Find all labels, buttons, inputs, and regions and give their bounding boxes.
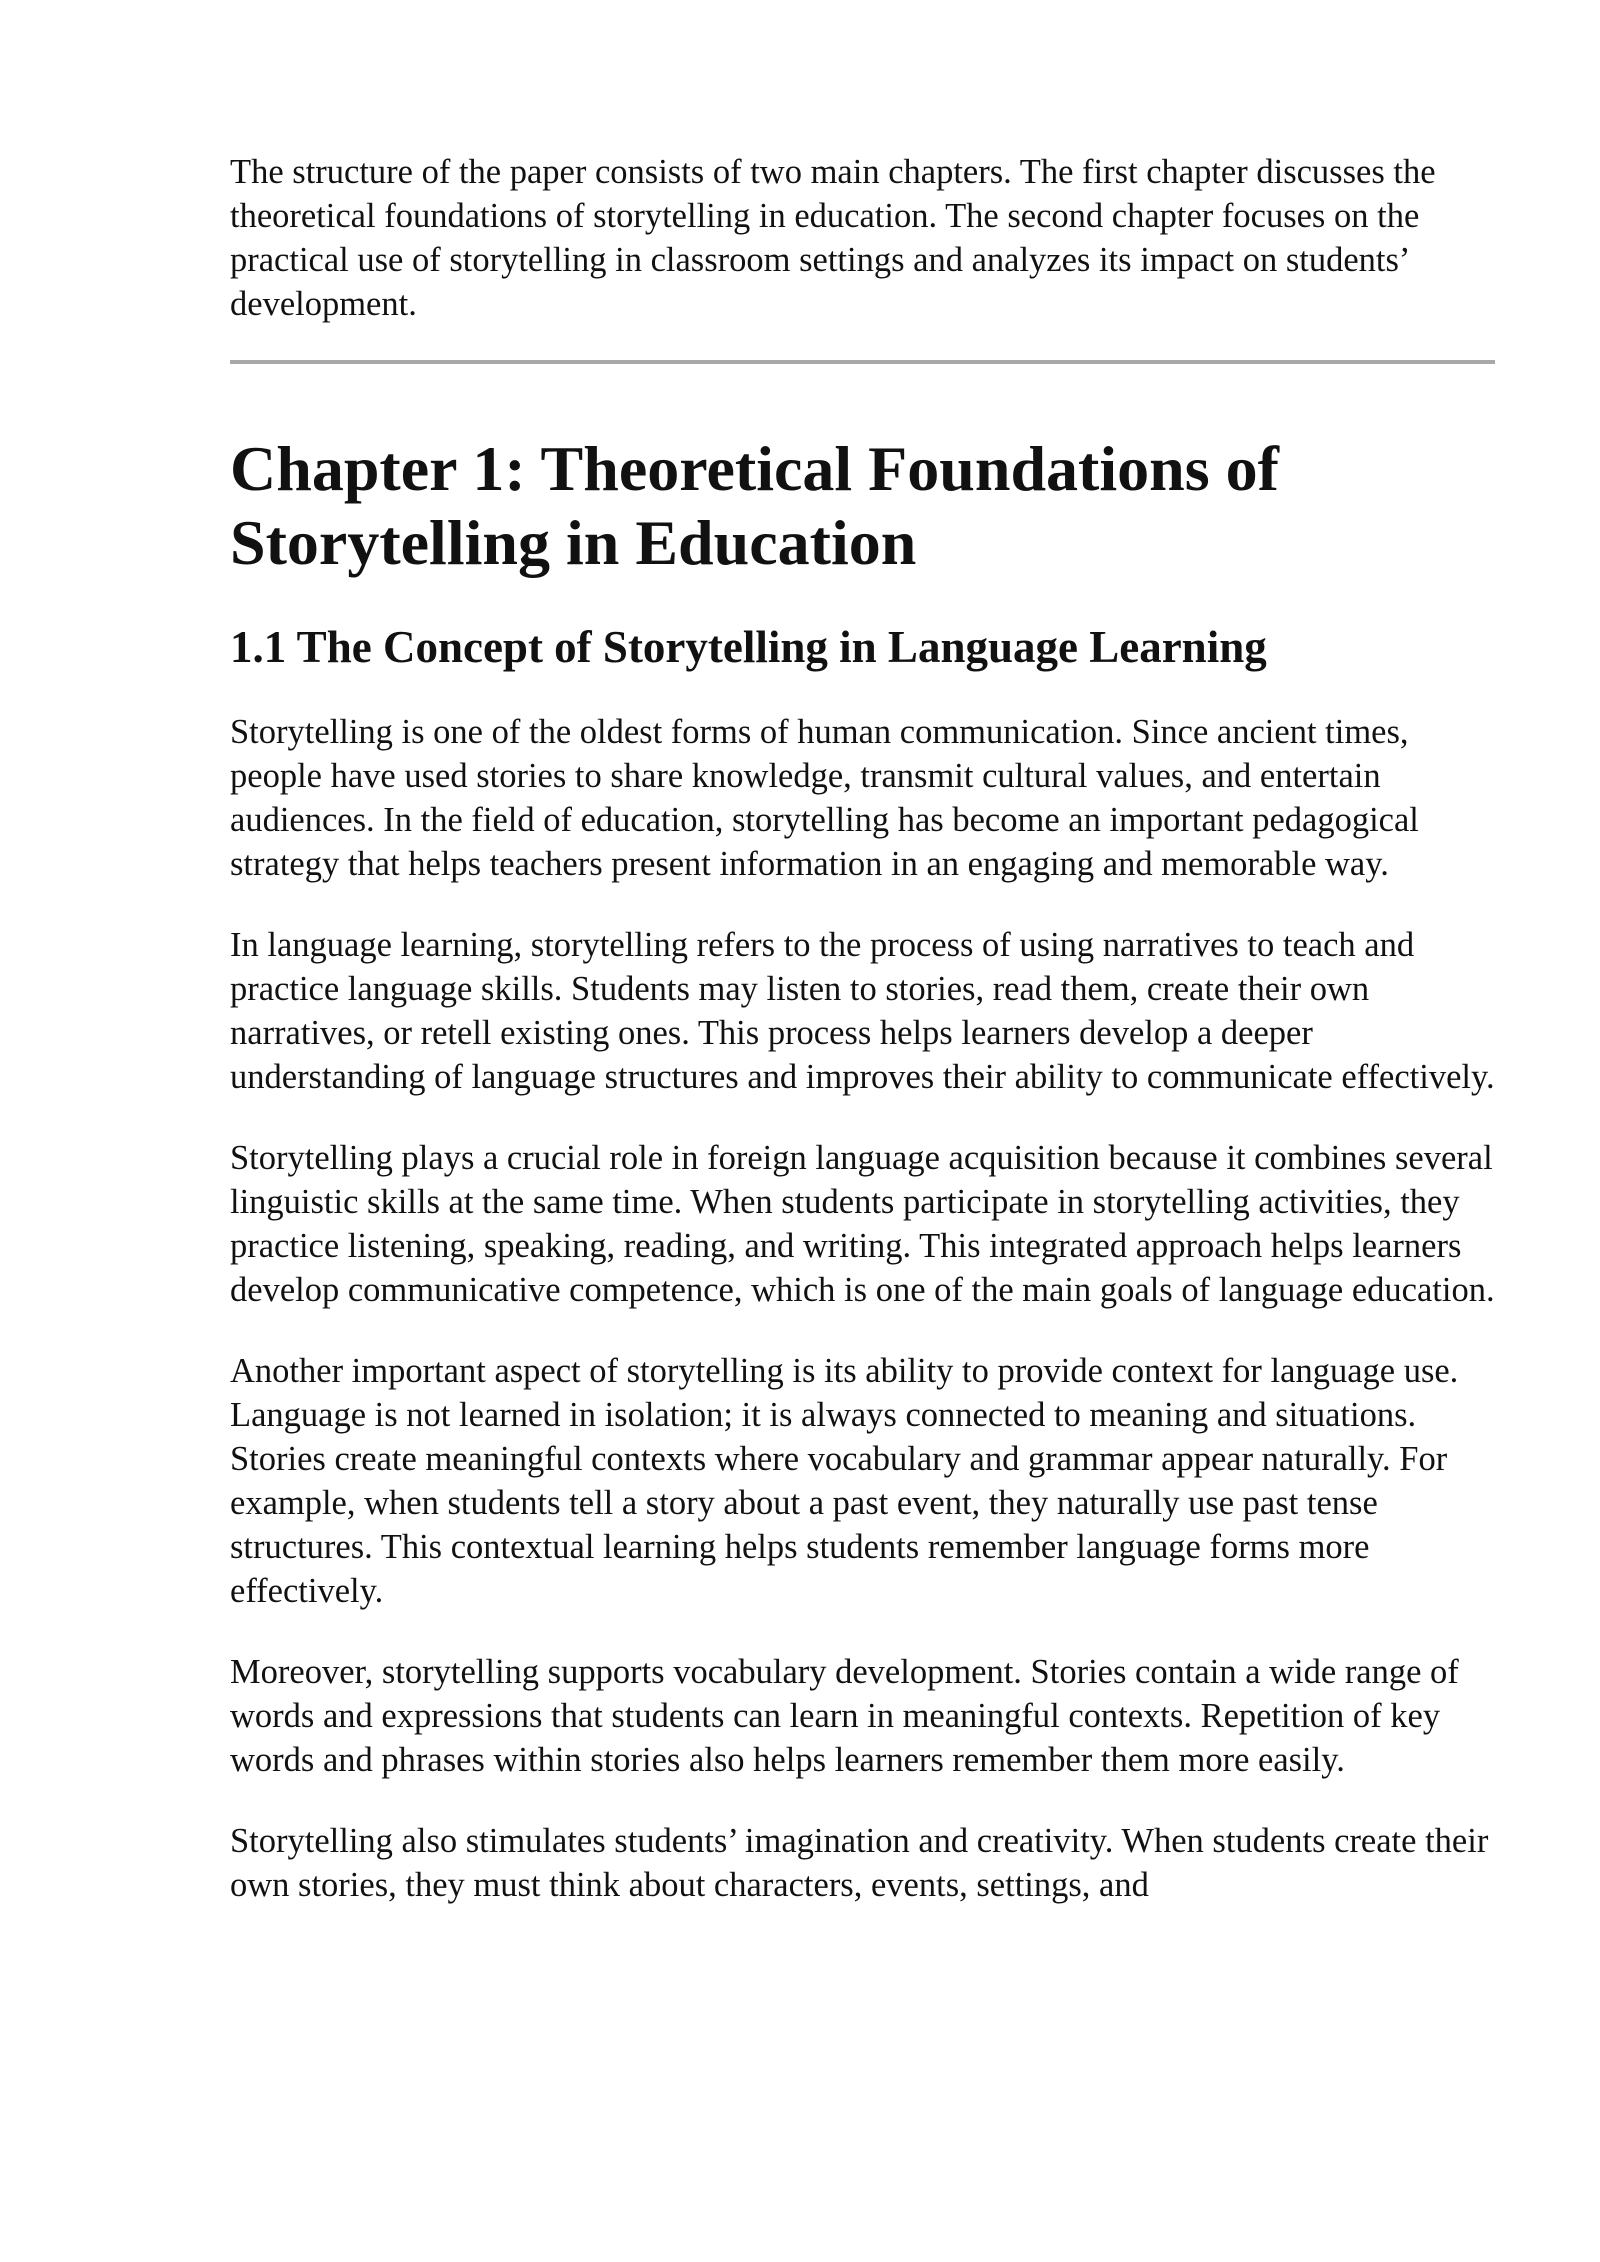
- section-divider: [230, 360, 1495, 364]
- body-paragraph: Moreover, storytelling supports vocabulary development. Stories contain a wide range of words and expressions that students can learn in meaningful contexts. Repetition of key words and phrases within stories also helps learners remember them more easily.: [230, 1653, 1459, 1779]
- document-page: [230, 150, 1495, 1907]
- body-paragraph: Another important aspect of storytelling is its ability to provide context for language use. Language is not learned in isolation; it is always connected to meaning and situations. Stories create meaningful contexts where vocabulary and grammar appear naturally. For example, when students tell a story about a past event, they naturally use past tense structures. This contextual learning helps students remember language forms more effectively.: [230, 1352, 1459, 1610]
- chapter-title: Chapter 1: Theoretical Foundations of Storytelling in Education: [230, 433, 1279, 578]
- body-paragraph: Storytelling is one of the oldest forms of human communication. Since ancient times, people have used stories to share knowledge, transmit cultural values, and entertain audiences. In the field of education, storytelling has become an important pedagogical strategy that helps teachers present information in an engaging and memorable way.: [230, 713, 1419, 883]
- section-title: 1.1 The Concept of Storytelling in Language Learning: [230, 622, 1267, 672]
- body-paragraph: Storytelling also stimulates students’ imagination and creativity. When students create their own stories, they must think about characters, events, settings, and: [230, 1822, 1489, 1904]
- intro-paragraph: The structure of the paper consists of two main chapters. The first chapter discusses the theoretical foundations of storytelling in education. The second chapter focuses on the practical use of storytelling in classroom settings and analyzes its impact on students’ development.: [230, 153, 1436, 323]
- body-paragraph: Storytelling plays a crucial role in foreign language acquisition because it combines several linguistic skills at the same time. When students participate in storytelling activities, they practice listening, speaking, reading, and writing. This integrated approach helps learners develop communicative competence, which is one of the main goals of language education.: [230, 1139, 1495, 1309]
- body-paragraph: In language learning, storytelling refers to the process of using narratives to teach and practice language skills. Students may listen to stories, read them, create their own narratives, or retell existing ones. This process helps learners develop a deeper understanding of language structures and improves their ability to communicate effectively.: [230, 926, 1495, 1096]
